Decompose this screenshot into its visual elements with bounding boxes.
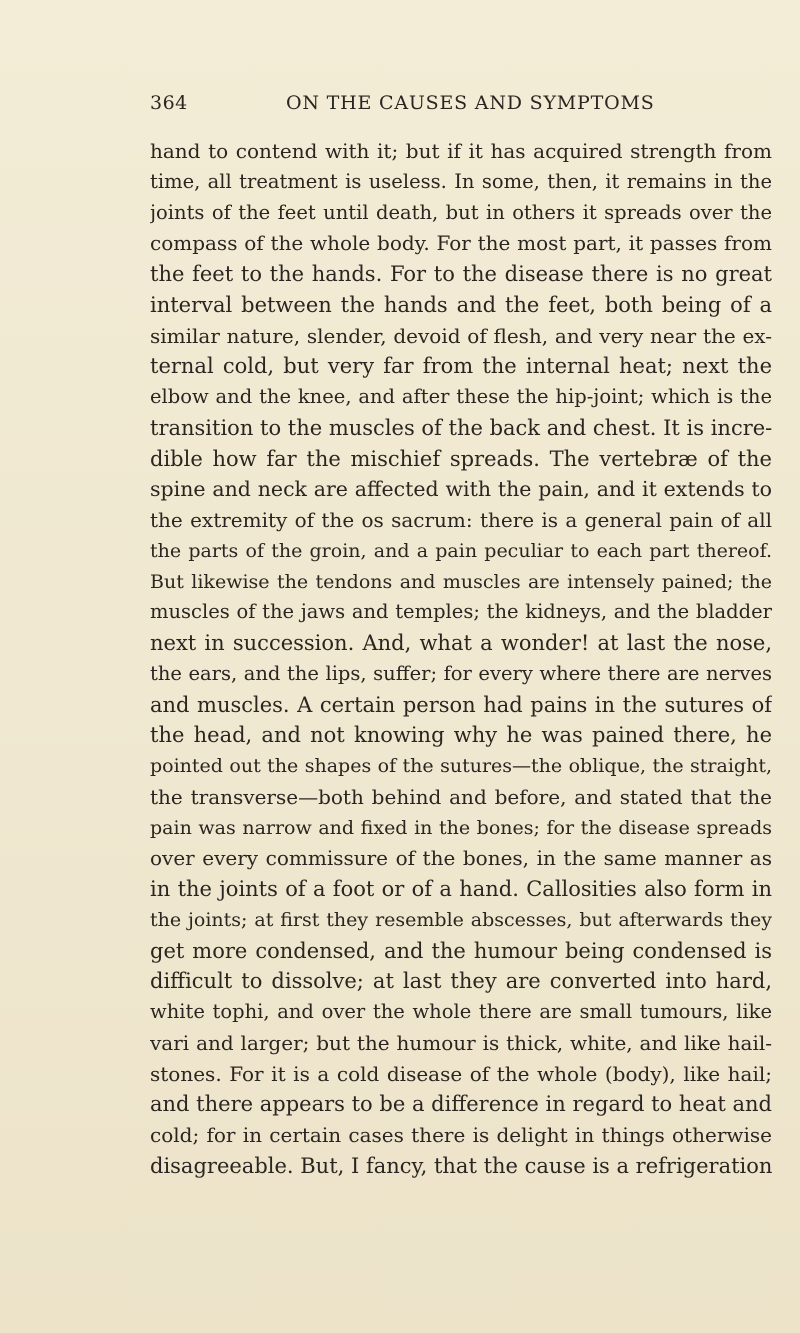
text-line: the transverse—both behind and before, and stated that the [150,784,772,809]
text-line: muscles of the jaws and temples; the kidneys, and the bladder [150,600,772,624]
page-number: 364 [150,92,188,114]
text-line: the ears, and the lips, suffer; for every where there are nerves [150,661,772,685]
text-line: the joints; at first they resemble abscesses, but afterwards they [150,908,772,931]
text-line: difficult to dissolve; at last they are converted into hard, [150,969,772,994]
text-line: ternal cold, but very far from the internal heat; next the [150,354,772,379]
text-line: the head, and not knowing why he was pained there, he [150,723,772,748]
text-line: compass of the whole body. For the most part, it passes from [150,231,772,256]
text-line: hand to contend with it; but if it has acquired strength from [150,139,772,163]
text-line: next in succession. And, what a wonder! at last the nose, [150,631,772,655]
text-line: spine and neck are affected with the pain, and it extends to [150,477,772,502]
running-head [150,92,670,122]
text-line: dible how far the mischief spreads. The vertebræ of the [150,446,772,471]
text-line: in the joints of a foot or of a hand. Callosities also form in [150,877,772,901]
running-title: ON THE CAUSES AND SYMPTOMS [286,92,655,114]
text-line: joints of the feet until death, but in others it spreads over the [150,200,772,224]
body-text [150,136,772,1182]
text-line: cold; for in certain cases there is delight in things otherwise [150,1123,772,1147]
text-line: pain was narrow and fixed in the bones; for the disease spreads [150,816,772,839]
text-line: over every commissure of the bones, in the same manner as [150,846,772,871]
text-line: and there appears to be a difference in regard to heat and [150,1092,772,1117]
text-line: the parts of the groin, and a pain peculiar to each part thereof. [150,539,772,562]
text-line: interval between the hands and the feet, both being of a [150,292,772,317]
text-line: disagreeable. But, I fancy, that the cause is a refrigeration [150,1153,772,1178]
text-line: But likewise the tendons and muscles are intensely pained; the [150,570,772,593]
text-line: white tophi, and over the whole there are small tumours, like [150,1000,772,1023]
text-line: the feet to the hands. For to the disease there is no great [150,262,772,286]
text-line: transition to the muscles of the back and chest. It is incre- [150,415,772,440]
text-line: time, all treatment is useless. In some, then, it remains in the [150,169,772,193]
text-line: similar nature, slender, devoid of flesh, and very near the ex- [150,323,772,348]
text-line: vari and larger; but the humour is thick, white, and like hail- [150,1030,772,1055]
text-line: get more condensed, and the humour being condensed is [150,938,772,963]
text-line: pointed out the shapes of the sutures—the oblique, the straight, [150,755,772,777]
text-line: elbow and the knee, and after these the hip-joint; which is the [150,385,772,408]
text-line: the extremity of the os sacrum: there is a general pain of all [150,508,772,532]
text-line: and muscles. A certain person had pains in the sutures of [150,692,772,717]
text-line: stones. For it is a cold disease of the whole (body), like hail; [150,1061,772,1086]
